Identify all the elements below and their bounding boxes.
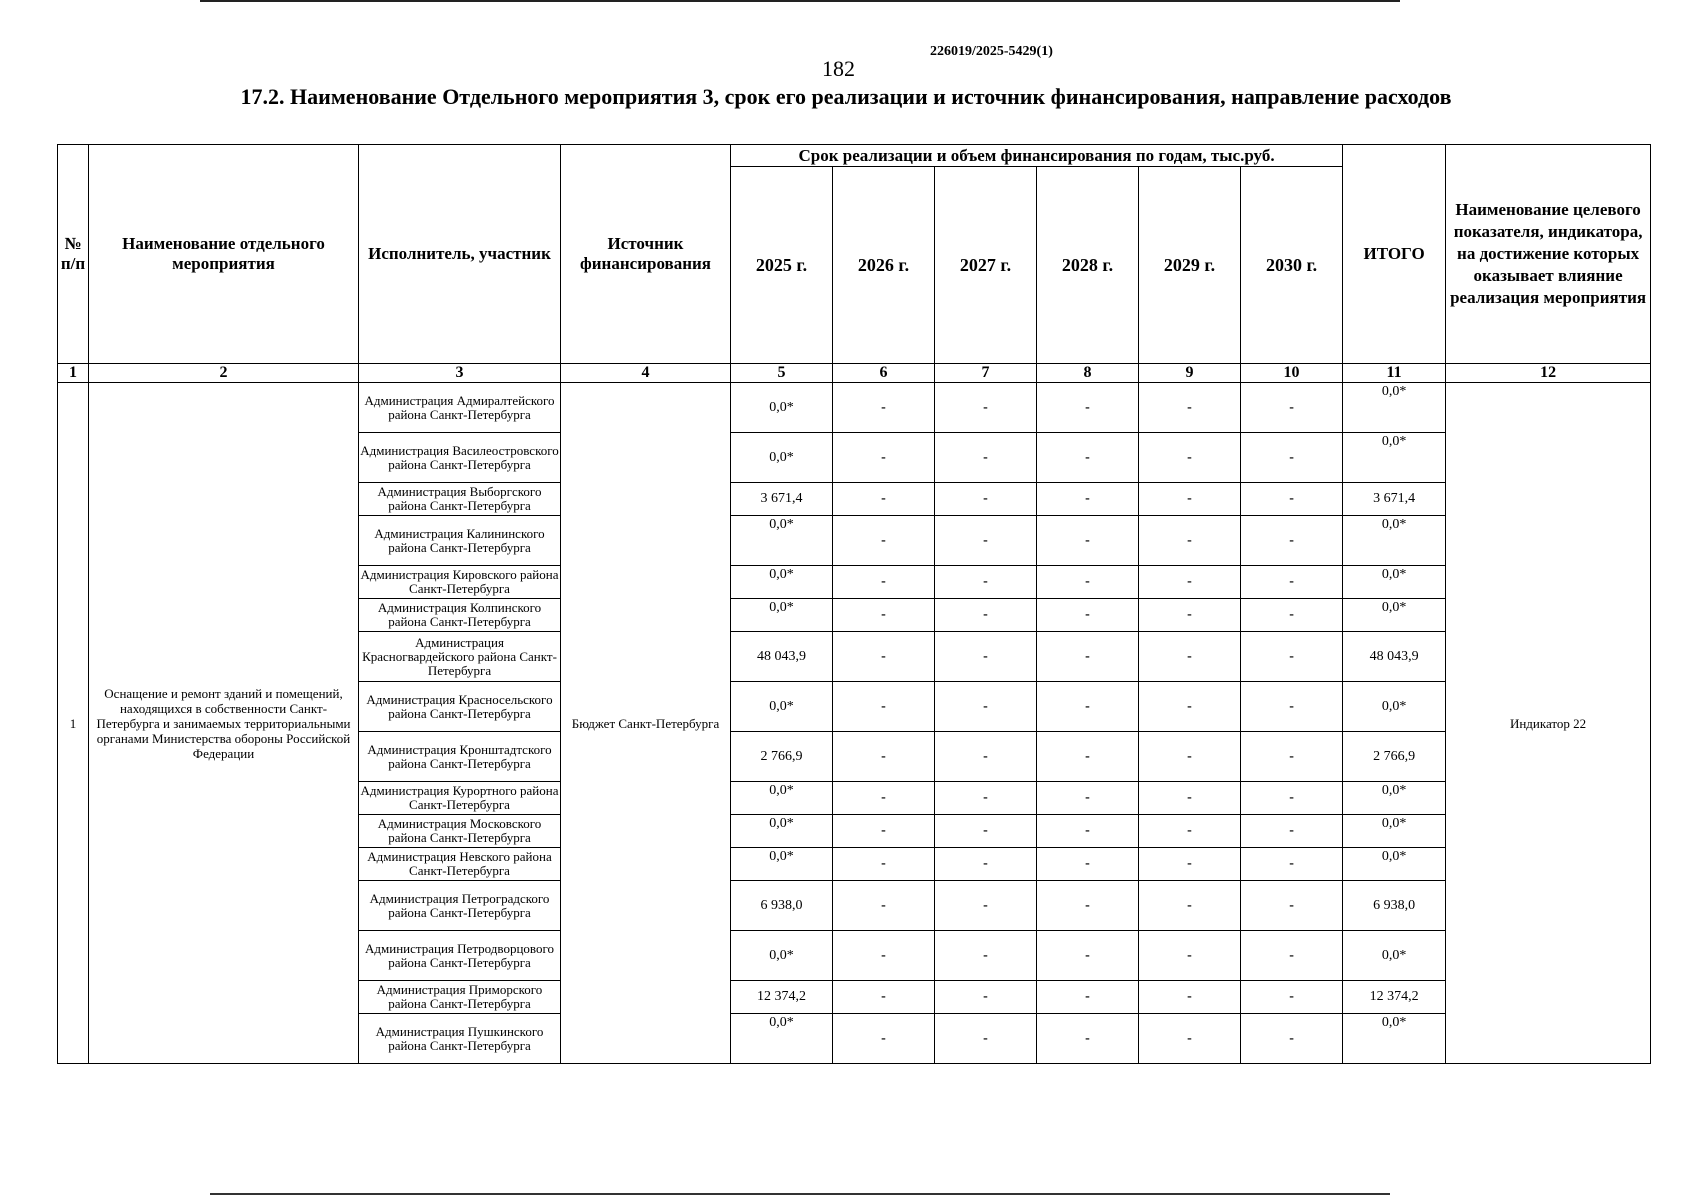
value-2030: - xyxy=(1241,1014,1343,1064)
value-2028: - xyxy=(1037,931,1139,981)
value-2029: - xyxy=(1139,732,1241,782)
value-2026: - xyxy=(833,732,935,782)
value-2025: 0,0* xyxy=(731,682,833,732)
value-2026: - xyxy=(833,632,935,682)
value-2028: - xyxy=(1037,848,1139,881)
column-number: 10 xyxy=(1241,364,1343,383)
value-2027: - xyxy=(935,632,1037,682)
value-2029: - xyxy=(1139,433,1241,483)
row-total: 0,0* xyxy=(1343,566,1446,599)
page-number: 182 xyxy=(822,56,855,81)
value-2029: - xyxy=(1139,782,1241,815)
value-2026: - xyxy=(833,483,935,516)
value-2029: - xyxy=(1139,383,1241,433)
value-2030: - xyxy=(1241,632,1343,682)
column-number: 5 xyxy=(731,364,833,383)
value-2025: 6 938,0 xyxy=(731,881,833,931)
value-2025: 0,0* xyxy=(731,383,833,433)
activity-name: Оснащение и ремонт зданий и помещений, находящихся в собственности Санкт-Петербурга и занимаемых территориальными органами Министерства обороны Российской Федерации xyxy=(89,383,359,1064)
column-number: 12 xyxy=(1446,364,1651,383)
value-2028: - xyxy=(1037,433,1139,483)
value-2030: - xyxy=(1241,383,1343,433)
column-number: 6 xyxy=(833,364,935,383)
header-period-group: Срок реализации и объем финансирования по годам, тыс.руб. xyxy=(731,145,1343,167)
value-2027: - xyxy=(935,732,1037,782)
value-2025: 0,0* xyxy=(731,782,833,815)
executor-cell: Администрация Выборгского района Санкт-Петербурга xyxy=(359,483,561,516)
row-total: 2 766,9 xyxy=(1343,732,1446,782)
value-2030: - xyxy=(1241,599,1343,632)
value-2030: - xyxy=(1241,848,1343,881)
header-year: 2028 г. xyxy=(1037,167,1139,364)
header-year: 2025 г. xyxy=(731,167,833,364)
executor-cell: Администрация Калининского района Санкт-Петербурга xyxy=(359,516,561,566)
row-total: 3 671,4 xyxy=(1343,483,1446,516)
financing-source: Бюджет Санкт-Петербурга xyxy=(561,383,731,1064)
row-total: 12 374,2 xyxy=(1343,981,1446,1014)
value-2025: 0,0* xyxy=(731,931,833,981)
value-2025: 0,0* xyxy=(731,815,833,848)
value-2027: - xyxy=(935,433,1037,483)
column-number: 3 xyxy=(359,364,561,383)
value-2028: - xyxy=(1037,732,1139,782)
header-number: № п/п xyxy=(58,145,89,364)
executor-cell: Администрация Петродворцового района Санкт-Петербурга xyxy=(359,931,561,981)
executor-cell: Администрация Кронштадтского района Санкт-Петербурга xyxy=(359,732,561,782)
value-2029: - xyxy=(1139,1014,1241,1064)
value-2028: - xyxy=(1037,383,1139,433)
executor-cell: Администрация Курортного района Санкт-Петербурга xyxy=(359,782,561,815)
bottom-scan-rule xyxy=(210,1193,1390,1195)
financing-table xyxy=(57,144,1651,1064)
value-2026: - xyxy=(833,383,935,433)
value-2030: - xyxy=(1241,881,1343,931)
executor-cell: Администрация Красносельского района Санкт-Петербурга xyxy=(359,682,561,732)
value-2028: - xyxy=(1037,632,1139,682)
executor-cell: Администрация Петроградского района Санкт-Петербурга xyxy=(359,881,561,931)
row-total: 0,0* xyxy=(1343,1014,1446,1064)
row-total: 0,0* xyxy=(1343,848,1446,881)
value-2027: - xyxy=(935,1014,1037,1064)
value-2027: - xyxy=(935,931,1037,981)
value-2028: - xyxy=(1037,599,1139,632)
value-2029: - xyxy=(1139,483,1241,516)
executor-cell: Администрация Красногвардейского района Санкт-Петербурга xyxy=(359,632,561,682)
executor-cell: Администрация Адмиралтейского района Санкт-Петербурга xyxy=(359,383,561,433)
value-2028: - xyxy=(1037,782,1139,815)
value-2026: - xyxy=(833,881,935,931)
column-number: 2 xyxy=(89,364,359,383)
column-number: 8 xyxy=(1037,364,1139,383)
column-number: 9 xyxy=(1139,364,1241,383)
row-total: 0,0* xyxy=(1343,599,1446,632)
column-number: 11 xyxy=(1343,364,1446,383)
value-2028: - xyxy=(1037,483,1139,516)
value-2028: - xyxy=(1037,881,1139,931)
value-2025: 0,0* xyxy=(731,848,833,881)
value-2026: - xyxy=(833,682,935,732)
header-activity-name: Наименование отдельного мероприятия xyxy=(89,145,359,364)
value-2026: - xyxy=(833,1014,935,1064)
value-2029: - xyxy=(1139,632,1241,682)
row-total: 6 938,0 xyxy=(1343,881,1446,931)
value-2029: - xyxy=(1139,516,1241,566)
value-2025: 0,0* xyxy=(731,433,833,483)
value-2029: - xyxy=(1139,682,1241,732)
value-2025: 0,0* xyxy=(731,1014,833,1064)
value-2029: - xyxy=(1139,599,1241,632)
executor-cell: Администрация Приморского района Санкт-Петербурга xyxy=(359,981,561,1014)
value-2027: - xyxy=(935,782,1037,815)
executor-cell: Администрация Невского района Санкт-Петербурга xyxy=(359,848,561,881)
value-2029: - xyxy=(1139,848,1241,881)
row-total: 48 043,9 xyxy=(1343,632,1446,682)
column-number: 1 xyxy=(58,364,89,383)
top-scan-rule xyxy=(200,0,1400,2)
value-2025: 48 043,9 xyxy=(731,632,833,682)
value-2026: - xyxy=(833,433,935,483)
indicator-name: Индикатор 22 xyxy=(1446,383,1651,1064)
value-2030: - xyxy=(1241,815,1343,848)
value-2027: - xyxy=(935,881,1037,931)
value-2028: - xyxy=(1037,1014,1139,1064)
row-total: 0,0* xyxy=(1343,433,1446,483)
header-year: 2030 г. xyxy=(1241,167,1343,364)
value-2028: - xyxy=(1037,516,1139,566)
row-total: 0,0* xyxy=(1343,815,1446,848)
value-2026: - xyxy=(833,782,935,815)
column-number: 4 xyxy=(561,364,731,383)
value-2028: - xyxy=(1037,566,1139,599)
row-total: 0,0* xyxy=(1343,782,1446,815)
value-2030: - xyxy=(1241,433,1343,483)
value-2026: - xyxy=(833,815,935,848)
value-2028: - xyxy=(1037,981,1139,1014)
value-2025: 0,0* xyxy=(731,599,833,632)
value-2030: - xyxy=(1241,782,1343,815)
value-2026: - xyxy=(833,848,935,881)
value-2025: 12 374,2 xyxy=(731,981,833,1014)
value-2029: - xyxy=(1139,815,1241,848)
value-2030: - xyxy=(1241,732,1343,782)
value-2026: - xyxy=(833,981,935,1014)
value-2029: - xyxy=(1139,566,1241,599)
header-year: 2027 г. xyxy=(935,167,1037,364)
document-number: 226019/2025-5429(1) xyxy=(930,44,1053,59)
row-total: 0,0* xyxy=(1343,383,1446,433)
value-2027: - xyxy=(935,981,1037,1014)
table-row xyxy=(58,383,1651,433)
header-total: ИТОГО xyxy=(1343,145,1446,364)
value-2026: - xyxy=(833,516,935,566)
value-2030: - xyxy=(1241,483,1343,516)
value-2030: - xyxy=(1241,516,1343,566)
value-2030: - xyxy=(1241,981,1343,1014)
value-2029: - xyxy=(1139,931,1241,981)
header-executor: Исполнитель, участник xyxy=(359,145,561,364)
header-year: 2029 г. xyxy=(1139,167,1241,364)
value-2027: - xyxy=(935,516,1037,566)
value-2026: - xyxy=(833,566,935,599)
row-total: 0,0* xyxy=(1343,516,1446,566)
header-source: Источник финансирования xyxy=(561,145,731,364)
header-year: 2026 г. xyxy=(833,167,935,364)
value-2027: - xyxy=(935,848,1037,881)
table-body xyxy=(58,383,1651,1064)
value-2026: - xyxy=(833,931,935,981)
value-2027: - xyxy=(935,566,1037,599)
value-2027: - xyxy=(935,383,1037,433)
value-2027: - xyxy=(935,815,1037,848)
executor-cell: Администрация Московского района Санкт-Петербурга xyxy=(359,815,561,848)
executor-cell: Администрация Василеостровского района Санкт-Петербурга xyxy=(359,433,561,483)
value-2030: - xyxy=(1241,931,1343,981)
executor-cell: Администрация Кировского района Санкт-Петербурга xyxy=(359,566,561,599)
column-number: 7 xyxy=(935,364,1037,383)
value-2030: - xyxy=(1241,682,1343,732)
value-2025: 0,0* xyxy=(731,516,833,566)
value-2025: 0,0* xyxy=(731,566,833,599)
value-2028: - xyxy=(1037,682,1139,732)
value-2027: - xyxy=(935,599,1037,632)
value-2026: - xyxy=(833,599,935,632)
header-indicator: Наименование целевого показателя, индикатора, на достижение которых оказывает влияние реализация мероприятия xyxy=(1446,145,1651,364)
value-2029: - xyxy=(1139,981,1241,1014)
value-2025: 2 766,9 xyxy=(731,732,833,782)
executor-cell: Администрация Колпинского района Санкт-Петербурга xyxy=(359,599,561,632)
value-2030: - xyxy=(1241,566,1343,599)
value-2025: 3 671,4 xyxy=(731,483,833,516)
value-2027: - xyxy=(935,682,1037,732)
value-2027: - xyxy=(935,483,1037,516)
value-2028: - xyxy=(1037,815,1139,848)
activity-number: 1 xyxy=(58,383,89,1064)
row-total: 0,0* xyxy=(1343,682,1446,732)
page-title: 17.2. Наименование Отдельного мероприятия 3, срок его реализации и источник финансирования, направление расходов xyxy=(240,84,1452,109)
executor-cell: Администрация Пушкинского района Санкт-Петербурга xyxy=(359,1014,561,1064)
value-2029: - xyxy=(1139,881,1241,931)
row-total: 0,0* xyxy=(1343,931,1446,981)
